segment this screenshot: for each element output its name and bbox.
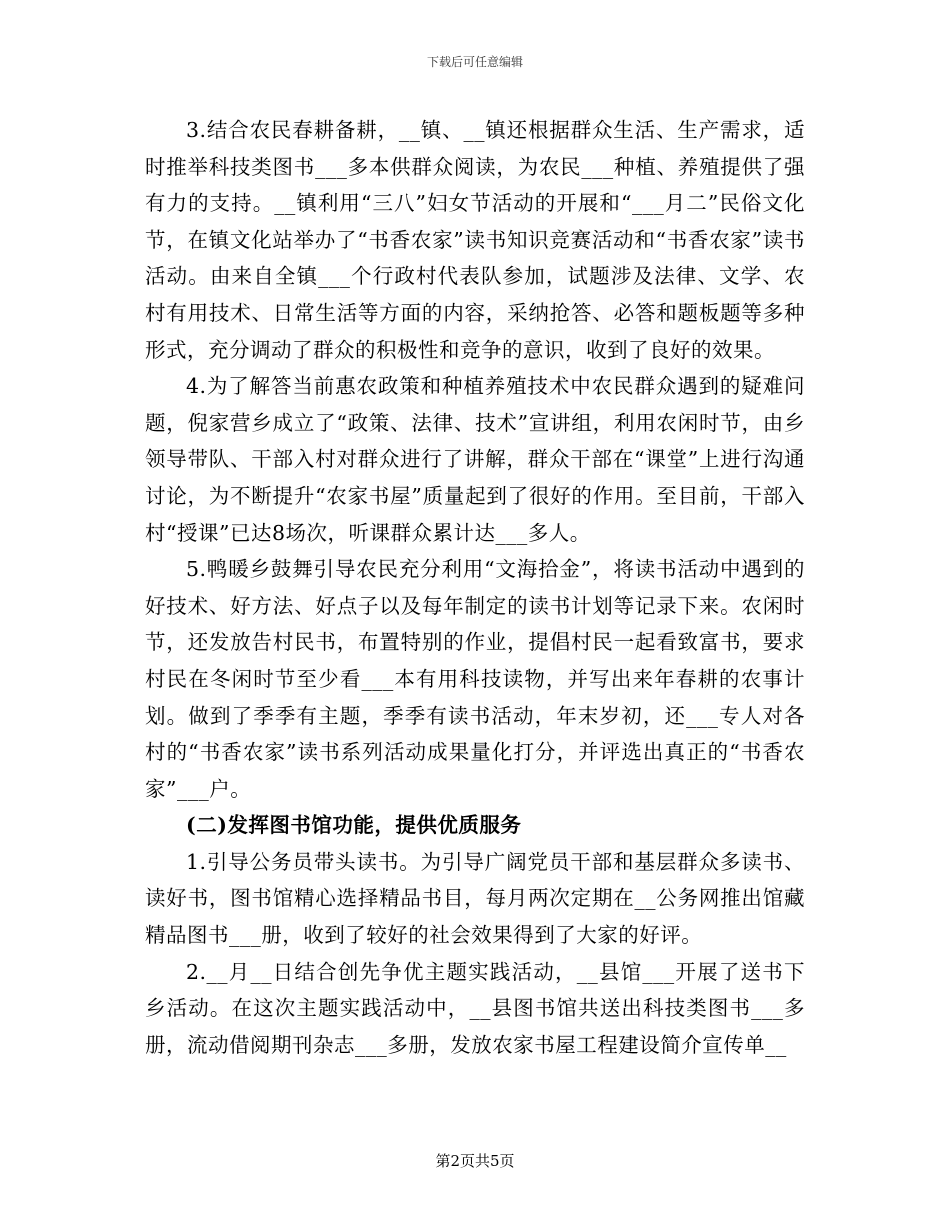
paragraph-item-2: 2.__月__日结合创先争优主题实践活动，__县馆___开展了送书下乡活动。在这次主题实践活动中，__县图书馆共送出科技类图书___多册，流动借阅期刊杂志___多册，发放农家书屋工程建设简介宣传单__ (145, 959, 805, 1057)
paragraph-item-5: 5.鸭暖乡鼓舞引导农民充分利用“文海拾金”，将读书活动中遇到的好技术、好方法、好点子以及每年制定的读书计划等记录下来。农闲时节，还发放告村民书，布置特别的作业，提倡村民一起看致富书，要求村民在冬闲时节至少看___本有用科技读物，并写出来年春耕的农事计划。做到了季季有主题，季季有读书活动，年末岁初，还___专人对各村的“书香农家”读书系列活动成果量化打分，并评选出真正的“书香农家”___户。 (145, 557, 805, 801)
page-header: 下载后可任意编辑 (426, 55, 523, 69)
page-footer: 第2页共5页 (435, 1152, 515, 1170)
section-heading: (二)发挥图书馆功能，提供优质服务 (186, 813, 522, 838)
paragraph-item-3: 3.结合农民春耕备耕，__镇、__镇还根据群众生活、生产需求，适时推举科技类图书___多本供群众阅读，为农民___种植、养殖提供了强有力的支持。__镇利用“三八”妇女节活动的开展和“___月二”民俗文化节，在镇文化站举办了“书香农家”读书知识竞赛活动和“书香农家”读书活动。由来自全镇___个行政村代表队参加，试题涉及法律、文学、农村有用技术、日常生活等方面的内容，采纳抢答、必答和题板题等多种形式，充分调动了群众的积极性和竞争的意识，收到了良好的效果。 (145, 118, 805, 362)
document-body (145, 112, 805, 1063)
paragraph-item-4: 4.为了解答当前惠农政策和种植养殖技术中农民群众遇到的疑难问题，倪家营乡成立了“政策、法律、技术”宣讲组，利用农闲时节，由乡领导带队、干部入村对群众进行了讲解，群众干部在“课堂”上进行沟通讨论，为不断提升“农家书屋”质量起到了很好的作用。至目前，干部入村“授课”已达8场次，听课群众累计达___多人。 (145, 374, 805, 545)
paragraph-item-1: 1.引导公务员带头读书。为引导广阔党员干部和基层群众多读书、读好书，图书馆精心选择精品书目，每月两次定期在__公务网推出馆藏精品图书___册，收到了较好的社会效果得到了大家的好评。 (145, 849, 805, 948)
